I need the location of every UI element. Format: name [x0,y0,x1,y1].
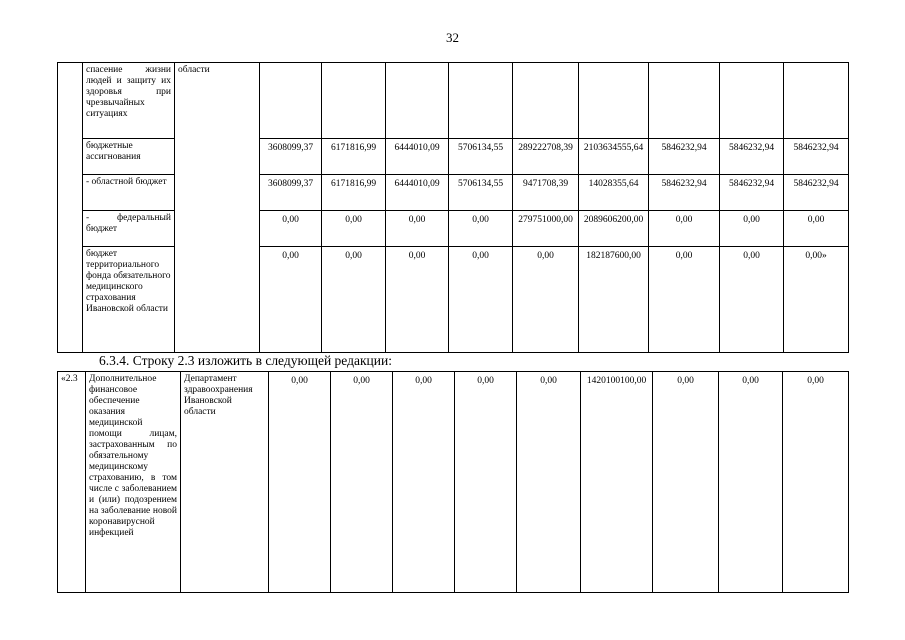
value-cell: 0,00 [322,247,386,353]
value-cell: 1420100100,00 [581,372,653,593]
row-label: - областной бюджет [83,175,175,211]
value-cell: 0,00 [260,247,322,353]
budget-table-row-2-3 [57,371,849,593]
value-cell: 6171816,99 [322,139,386,175]
value-cell: 0,00 [269,372,331,593]
value-cell: 2103634555,64 [579,139,649,175]
value-cell: 5846232,94 [784,175,849,211]
value-cell: 5846232,94 [784,139,849,175]
value-cell: 14028355,64 [579,175,649,211]
section-heading: 6.3.4. Строку 2.3 изложить в следующей редакции: [99,353,392,368]
value-cell: 0,00 [720,247,784,353]
value-cell: 6444010,09 [386,175,449,211]
row-label: бюджетные ассигнования [83,139,175,175]
value-cell: 0,00 [455,372,517,593]
row-label: Дополнительное финансовое обеспечение оказания медицинской помощи лицам, застрахованным по обязательному медицинскому страхованию, в том числе с заболеванием и (или) подозрением на заболевание новой коронавирусной инфекцией [86,372,181,593]
value-cell: 0,00 [393,372,455,593]
value-cell: 0,00» [784,247,849,353]
table-row [58,372,849,593]
value-cell: 0,00 [720,211,784,247]
value-cell: 0,00 [784,211,849,247]
value-cell: 182187600,00 [579,247,649,353]
value-cell: 279751000,00 [513,211,579,247]
value-cell: 0,00 [649,211,720,247]
value-cell: 6444010,09 [386,139,449,175]
value-cell: 5706134,55 [449,175,513,211]
value-cell: 5846232,94 [649,139,720,175]
value-cell: 6171816,99 [322,175,386,211]
value-cell: 0,00 [653,372,719,593]
number-cell [58,63,83,353]
value-cell: 0,00 [513,247,579,353]
value-cell: 3608099,37 [260,139,322,175]
row-label: бюджет территориального фонда обязательного медицинского страхования Ивановской области [83,247,175,353]
row-label: спасение жизни людей и защиту их здоровья при чрезвычайных ситуациях [83,63,175,139]
table-row [58,63,849,139]
value-cell: 0,00 [449,211,513,247]
value-cell: 5846232,94 [649,175,720,211]
row-label: - федеральный бюджет [83,211,175,247]
value-cell: 5846232,94 [720,139,784,175]
value-cell: 0,00 [331,372,393,593]
page-number: 32 [446,30,459,45]
value-cell: 2089606200,00 [579,211,649,247]
value-cell: 0,00 [322,211,386,247]
value-cell: 5706134,55 [449,139,513,175]
value-cell: 0,00 [517,372,581,593]
value-cell: 0,00 [783,372,849,593]
value-cell: 5846232,94 [720,175,784,211]
value-cell: 0,00 [719,372,783,593]
value-cell: 289222708,39 [513,139,579,175]
value-cell: 0,00 [386,247,449,353]
executor-cell: Департамент здравоохранения Ивановской области [181,372,269,593]
value-cell: 0,00 [386,211,449,247]
value-cell: 0,00 [649,247,720,353]
executor-cell: области [175,63,260,353]
value-cell: 9471708,39 [513,175,579,211]
value-cell: 3608099,37 [260,175,322,211]
value-cell: 0,00 [449,247,513,353]
value-cell: 0,00 [260,211,322,247]
row-number: «2.3 [58,372,86,593]
budget-table-continued [57,62,849,353]
